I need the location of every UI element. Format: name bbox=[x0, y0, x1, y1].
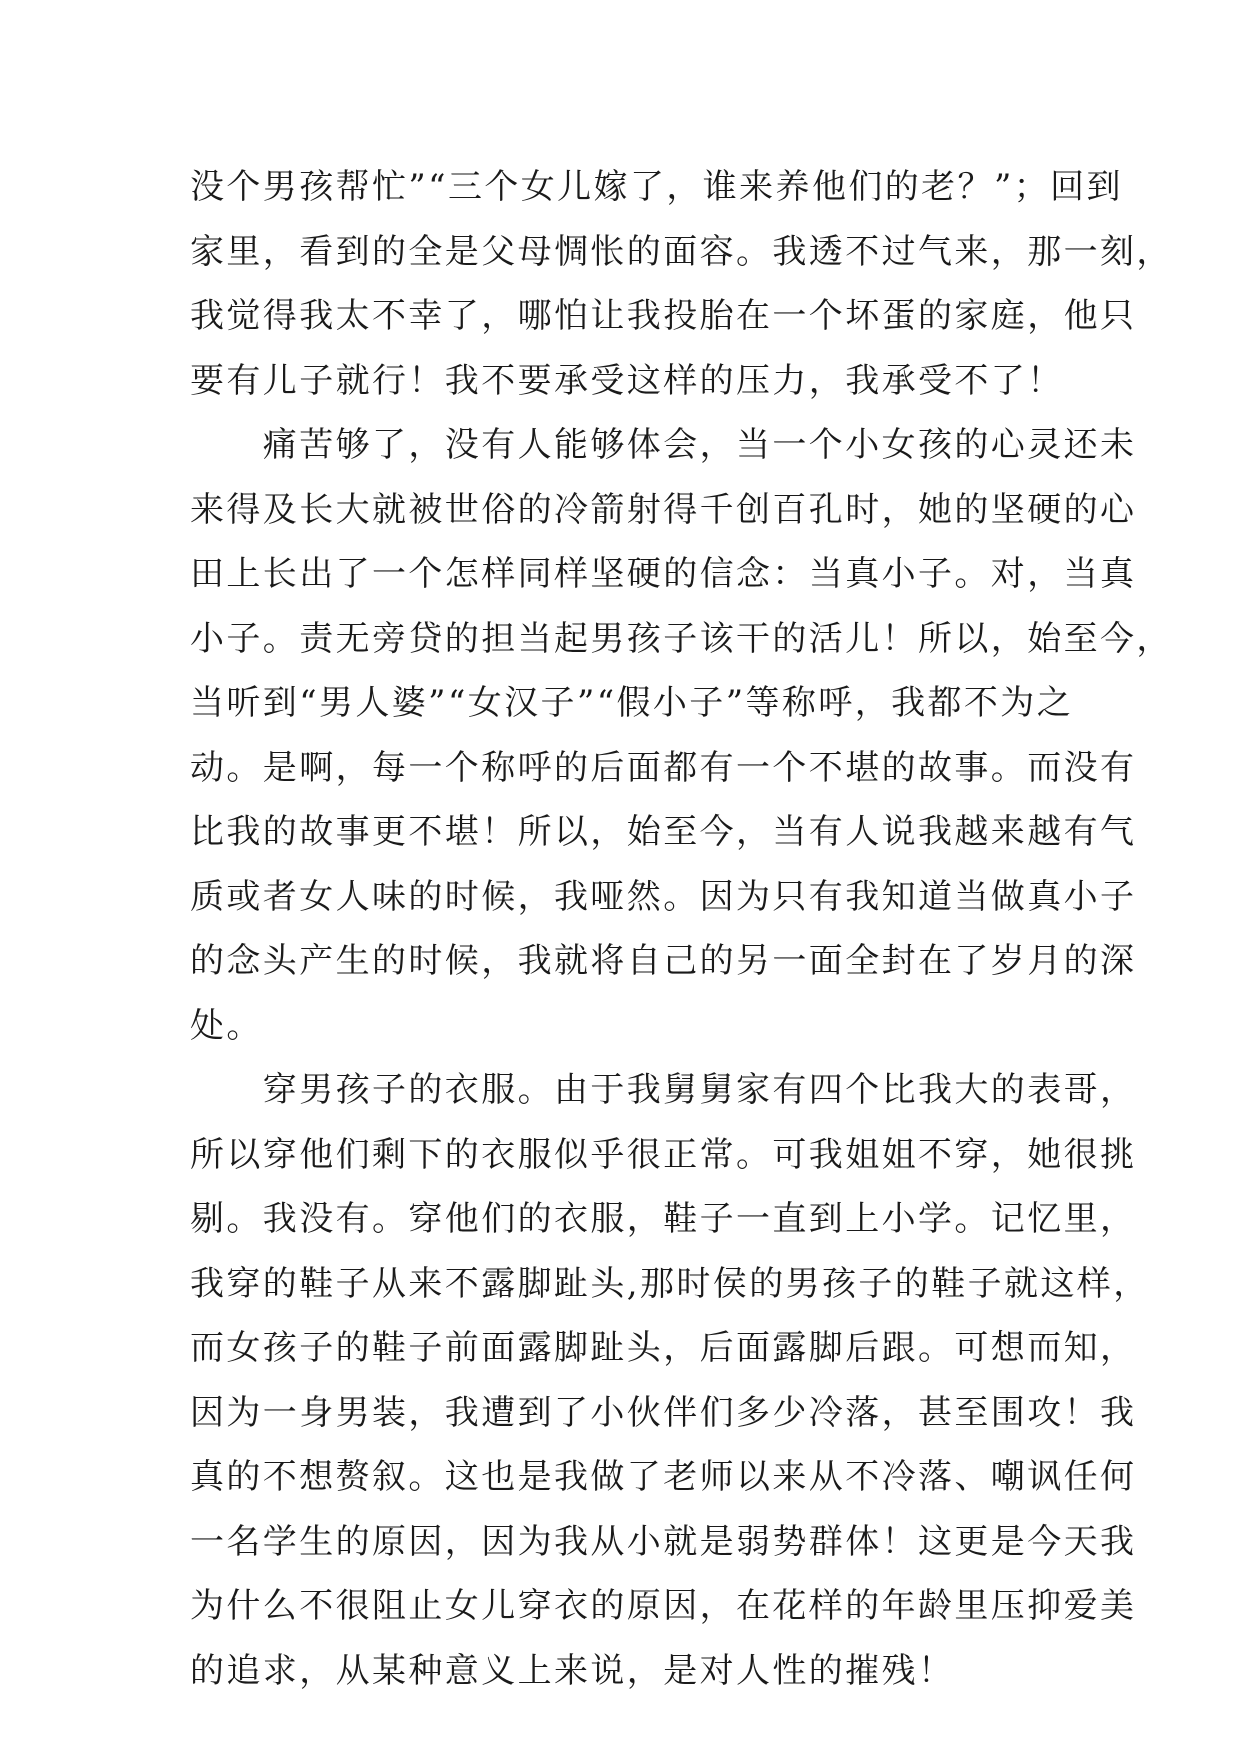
text-line: 要有儿子就行！我不要承受这样的压力，我承受不了！ bbox=[190, 360, 1064, 401]
text-line: 来得及长大就被世俗的冷箭射得千创百孔时，她的坚硬的心 bbox=[190, 489, 1137, 530]
text-line: 的念头产生的时候，我就将自己的另一面全封在了岁月的深 bbox=[190, 941, 1137, 981]
text-line: 动。是啊，每一个称呼的后面都有一个不堪的故事。而没有 bbox=[190, 747, 1137, 788]
text-line: 真的不想赘叙。这也是我做了老师以来从不冷落、嘲讽任何 bbox=[190, 1457, 1137, 1497]
text-line: 剔。我没有。穿他们的衣服，鞋子一直到上小学。记忆里， bbox=[190, 1199, 1137, 1239]
text-line: 处。 bbox=[190, 1005, 263, 1046]
text-line: 当听到“男人婆”“女汉子”“假小子”等称呼，我都不为之 bbox=[190, 683, 1074, 723]
text-line: 而女孩子的鞋子前面露脚趾头，后面露脚后跟。可想而知， bbox=[190, 1328, 1137, 1368]
text-line: 比我的故事更不堪！所以，始至今，当有人说我越来越有气 bbox=[190, 812, 1137, 852]
text-line: 的追求，从某种意义上来说，是对人性的摧残！ bbox=[190, 1650, 955, 1691]
text-line: 一名学生的原因，因为我从小就是弱势群体！这更是今天我 bbox=[190, 1521, 1137, 1562]
text-line: 为什么不很阻止女儿穿衣的原因，在花样的年龄里压抑爱美 bbox=[190, 1586, 1137, 1626]
paragraph-start-line: 穿男孩子的衣服。由于我舅舅家有四个比我大的表哥， bbox=[190, 1070, 1137, 1110]
text-line: 家里，看到的全是父母惆怅的面容。我透不过气来，那一刻， bbox=[190, 231, 1173, 272]
text-line: 所以穿他们剩下的衣服似乎很正常。可我姐姐不穿，她很挑 bbox=[190, 1134, 1137, 1175]
text-line: 质或者女人味的时候，我哑然。因为只有我知道当做真小子 bbox=[190, 876, 1137, 917]
text-line: 我穿的鞋子从来不露脚趾头,那时侯的男孩子的鞋子就这样， bbox=[190, 1263, 1150, 1304]
body-text bbox=[190, 155, 1173, 1703]
text-line: 田上长出了一个怎样同样坚硬的信念：当真小子。对，当真 bbox=[190, 554, 1137, 594]
text-line: 小子。责无旁贷的担当起男孩子该干的活儿！所以，始至今， bbox=[190, 618, 1173, 659]
paragraph-start-line: 痛苦够了，没有人能够体会，当一个小女孩的心灵还未 bbox=[190, 425, 1137, 465]
text-line: 没个男孩帮忙”“三个女儿嫁了，谁来养他们的老？”；回到 bbox=[190, 167, 1123, 207]
text-line: 我觉得我太不幸了，哪怕让我投胎在一个坏蛋的家庭，他只 bbox=[190, 296, 1137, 336]
text-line: 因为一身男装，我遭到了小伙伴们多少冷落，甚至围攻！我 bbox=[190, 1392, 1137, 1433]
